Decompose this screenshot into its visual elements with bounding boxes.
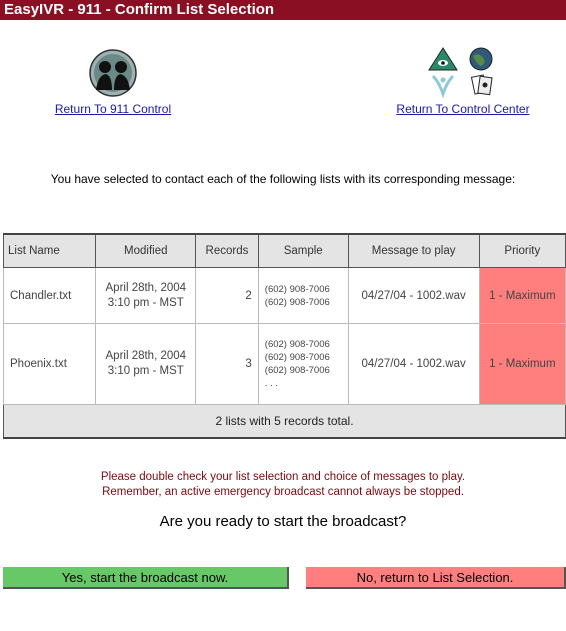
operators-silhouette-icon[interactable] [54,48,172,98]
sample-number: (602) 908-7006 [264,339,330,350]
message-cell: 04/27/04 - 1002.wav [348,268,479,324]
sample-number: (602) 908-7006 [264,283,330,295]
column-header-records: Records [196,234,259,268]
table-header-row [4,234,566,268]
column-header-priority: Priority [479,234,565,268]
table-total-row [4,405,566,439]
return-to-list-selection-button[interactable]: No, return to List Selection. [306,567,566,589]
table-row [4,268,566,324]
list-name-cell: Phoenix.txt [4,324,96,405]
start-broadcast-button[interactable]: Yes, start the broadcast now. [3,567,289,589]
table-row [4,324,566,405]
return-to-control-center-link[interactable]: Return To Control Center [396,102,530,116]
priority-cell: 1 - Maximum [479,324,565,405]
priority-cell: 1 - Maximum [479,268,565,324]
column-header-message: Message to play [348,234,479,268]
sample-number: (602) 908-7006 [264,365,330,376]
sample-cell [258,268,348,324]
records-cell: 3 [196,324,259,405]
control-center-icons[interactable] [396,46,530,98]
intro-text: You have selected to contact each of the following lists with its corresponding message: [50,172,516,186]
modified-time: 3:10 pm - MST [107,365,184,377]
modified-cell [96,268,196,324]
list-name-cell: Chandler.txt [4,268,96,324]
total-summary: 2 lists with 5 records total. [4,405,566,439]
figures-icon [433,76,453,94]
sample-number: (602) 908-7006 [264,352,330,363]
modified-time: 3:10 pm - MST [107,296,184,309]
window-title: EasyIVR - 911 - Confirm List Selection [0,0,566,20]
selected-lists-table [3,233,566,439]
warning-line-2: Remember, an active emergency broadcast cannot always be stopped. [102,486,464,498]
column-header-list-name: List Name [4,234,96,268]
globe-icon [470,48,492,70]
warning-line-1: Please double check your list selection and choice of messages to play. [100,471,466,483]
sample-number: (602) 908-7006 [264,296,330,308]
playing-cards-icon [471,75,492,95]
confirmation-question: Are you ready to start the broadcast? [159,513,407,530]
modified-date: April 28th, 2004 [105,281,187,294]
return-to-911-control-link[interactable]: Return To 911 Control [54,102,172,116]
modified-date: April 28th, 2004 [105,350,187,362]
column-header-sample: Sample [258,234,348,268]
nav-911-control[interactable] [54,48,172,118]
modified-cell [96,324,196,405]
column-header-modified: Modified [96,234,196,268]
message-cell: 04/27/04 - 1002.wav [348,324,479,405]
warning-message [0,470,566,500]
nav-control-center[interactable] [396,46,530,118]
sample-ellipsis: . . . [264,378,278,389]
sample-cell [258,324,348,405]
eye-pyramid-icon [429,48,457,70]
records-cell: 2 [196,268,259,324]
